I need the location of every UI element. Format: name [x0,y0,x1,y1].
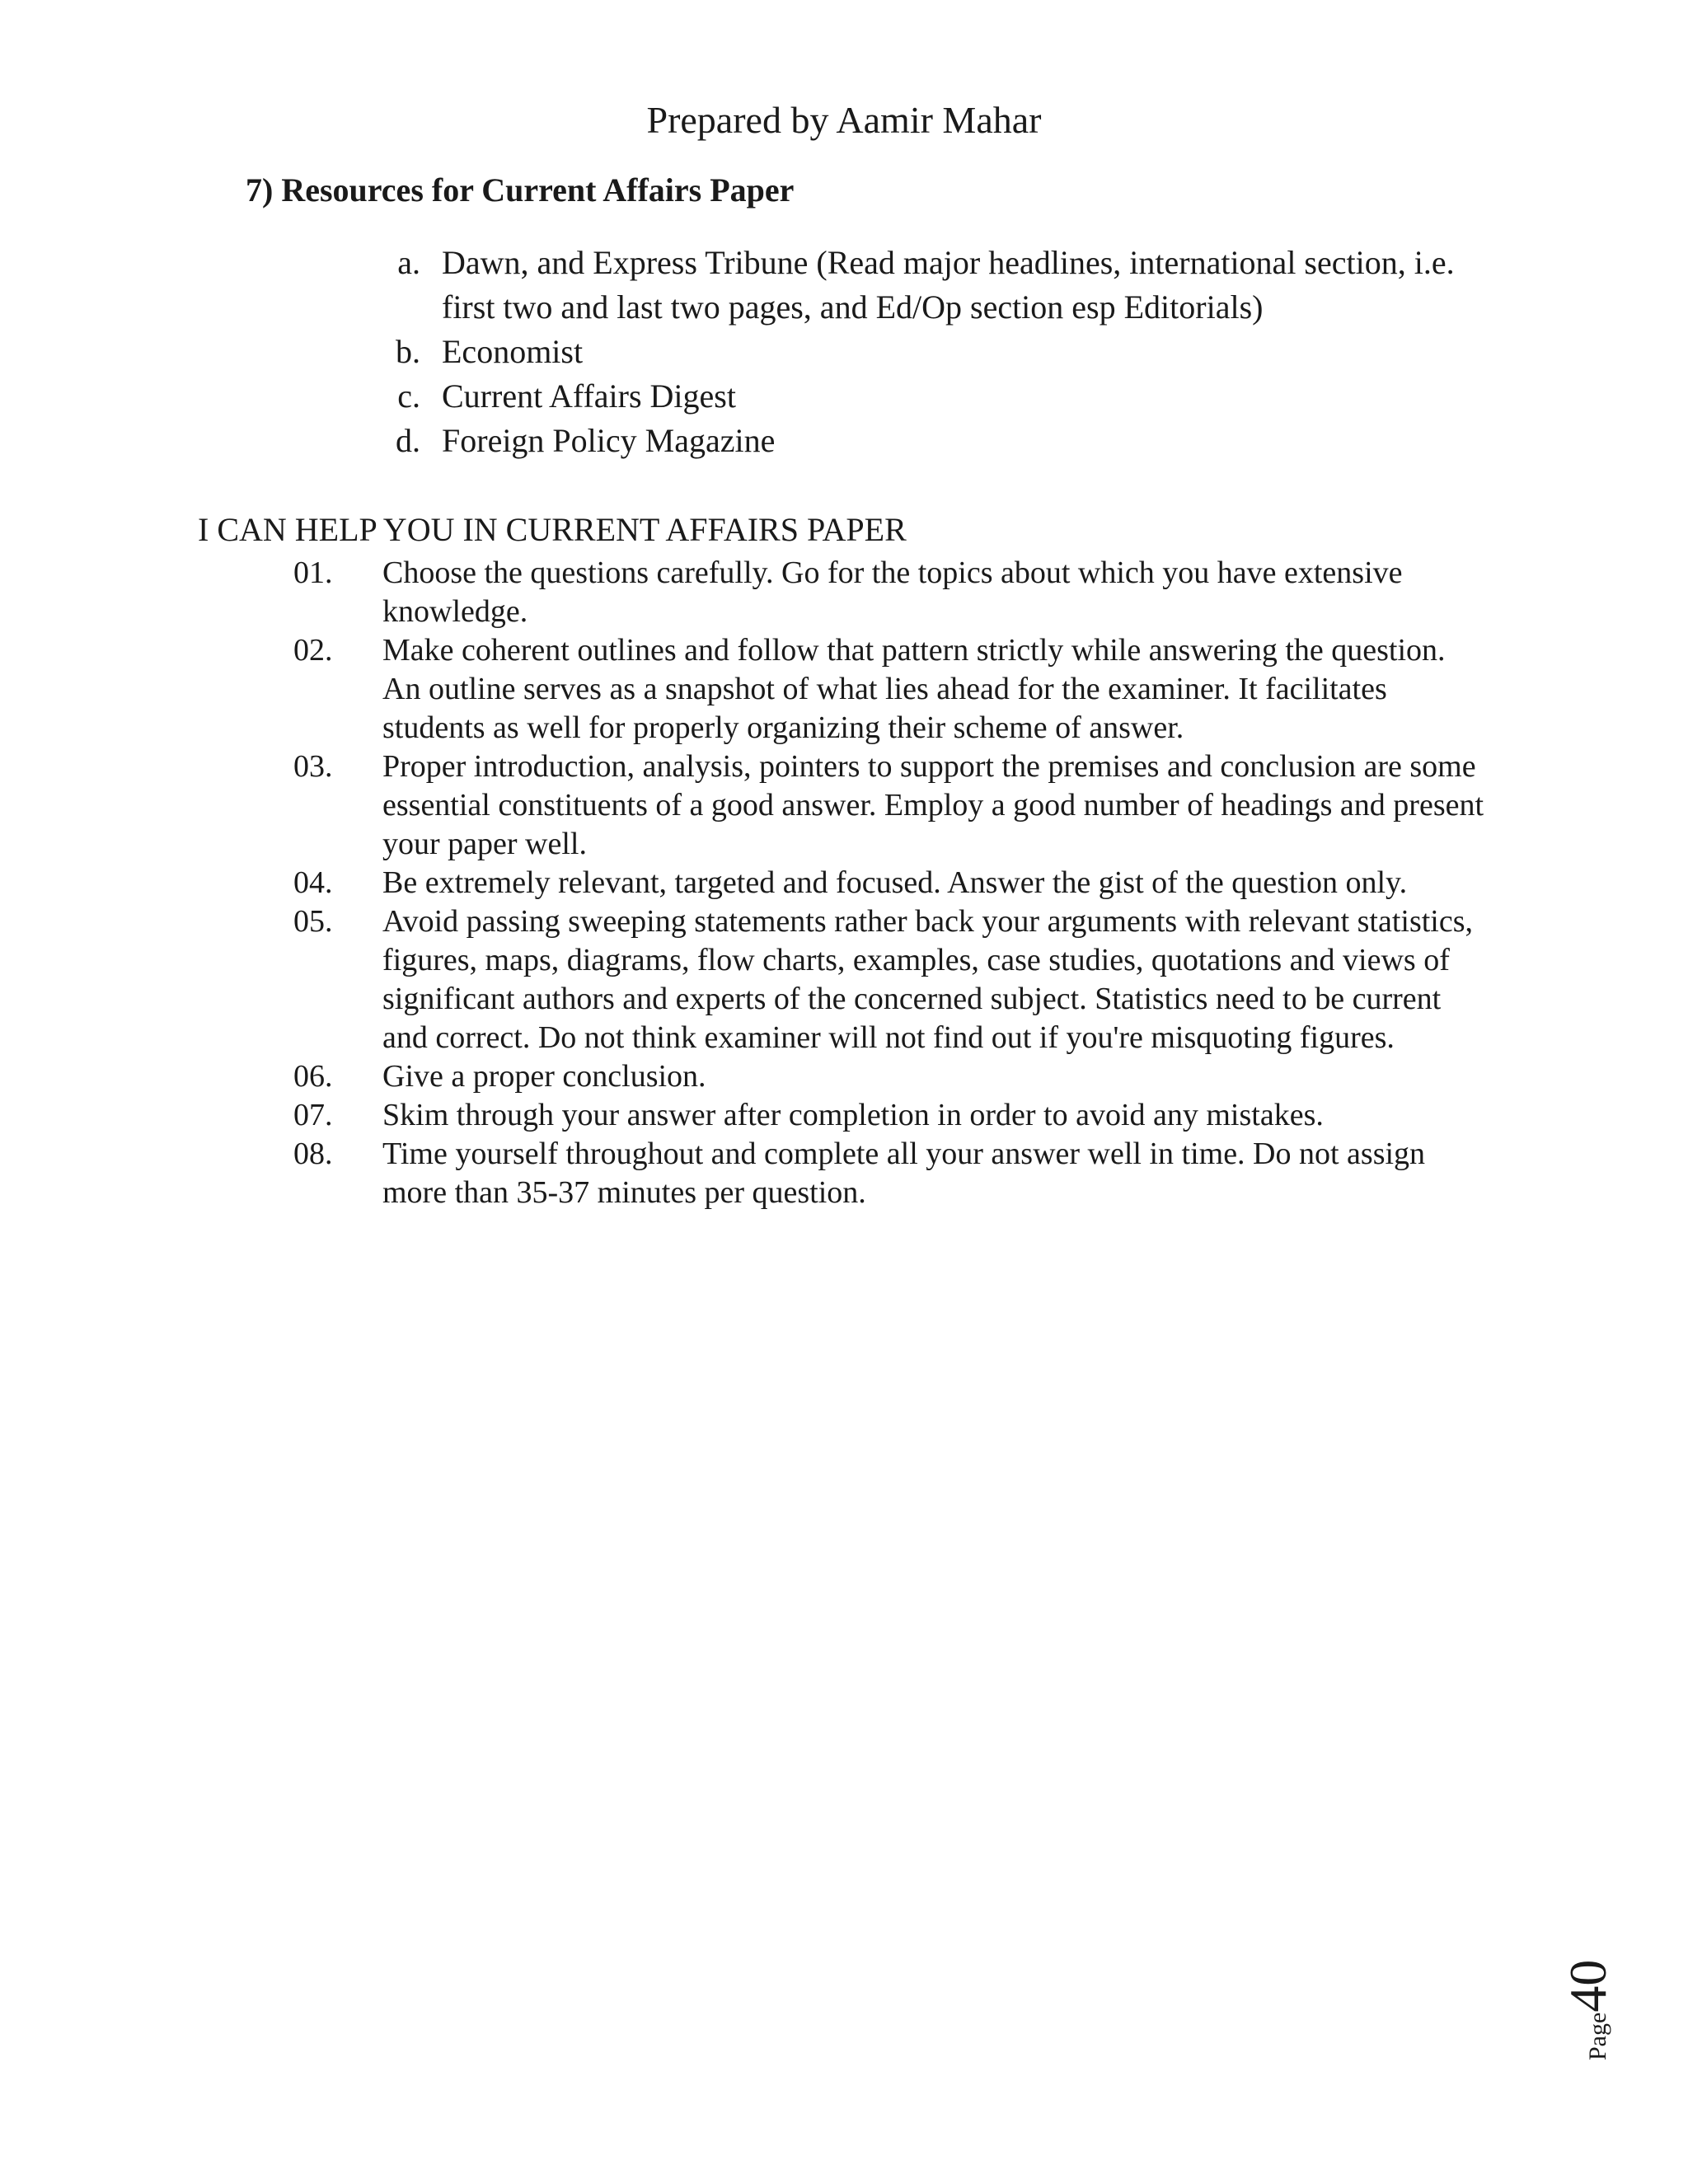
tip-number: 04. [293,865,333,900]
tip-text: Make coherent outlines and follow that pattern strictly while answering the question. An outline serves as a snapshot of what lies ahead for the examiner. It facilitates students as well for properly organizing their scheme of answer. [382,633,1446,745]
tip-item [293,631,1489,748]
resource-text: Current Affairs Digest [442,377,736,415]
resource-item [387,374,1475,419]
resource-text: Dawn, and Express Tribune (Read major headlines, international section, i.e. first two and last two pages, and Ed/Op section esp Editorials) [442,244,1455,326]
help-heading: I CAN HELP YOU IN CURRENT AFFAIRS PAPER [198,511,907,548]
resource-text: Economist [442,333,584,370]
resource-item [387,330,1475,374]
tip-number: 06. [293,1059,333,1094]
tip-item [293,902,1489,1057]
resource-item [387,241,1475,330]
tip-item [293,554,1489,631]
tip-number: 05. [293,904,333,939]
resource-marker: c. [397,377,420,415]
page-header: Prepared by Aamir Mahar [646,99,1042,141]
tip-item [293,1057,1489,1096]
resource-marker: a. [397,244,420,281]
tip-item [293,748,1489,864]
tip-text: Time yourself throughout and complete all your answer well in time. Do not assign more than 35-37 minutes per question. [382,1137,1426,1210]
tip-text: Give a proper conclusion. [382,1059,706,1094]
tip-number: 02. [293,633,333,668]
tip-text: Choose the questions carefully. Go for the topics about which you have extensive knowledge. [382,555,1403,629]
tip-number: 08. [293,1137,333,1171]
tip-text: Avoid passing sweeping statements rather back your arguments with relevant statistics, figures, maps, diagrams, flow charts, examples, case studies, quotations and views of significant authors and experts of the concerned subject. Statistics need to be current and correct. Do not think examiner will not find out if you're misquoting figures. [382,904,1474,1055]
page-label: Page [1584,2012,1611,2060]
resources-heading: 7) Resources for Current Affairs Paper [246,171,795,209]
tip-item [293,1135,1489,1212]
tip-number: 03. [293,749,333,784]
page-number: 40 [1559,1959,1617,2013]
tips-list [293,554,1489,1212]
tip-number: 07. [293,1098,333,1132]
tip-text: Be extremely relevant, targeted and focused. Answer the gist of the question only. [382,865,1408,900]
tip-text: Skim through your answer after completion in order to avoid any mistakes. [382,1098,1324,1132]
page-number-footer [1558,1937,1615,2060]
resource-item [387,419,1475,463]
resource-text: Foreign Policy Magazine [442,422,776,459]
tip-number: 01. [293,555,333,590]
resource-marker: b. [396,333,420,370]
tip-item [293,864,1489,902]
tip-item [293,1096,1489,1135]
resource-marker: d. [396,422,420,459]
tip-text: Proper introduction, analysis, pointers to support the premises and conclusion are some essential constituents of a good answer. Employ a good number of headings and present your paper well. [382,749,1484,861]
resources-list [387,241,1475,463]
